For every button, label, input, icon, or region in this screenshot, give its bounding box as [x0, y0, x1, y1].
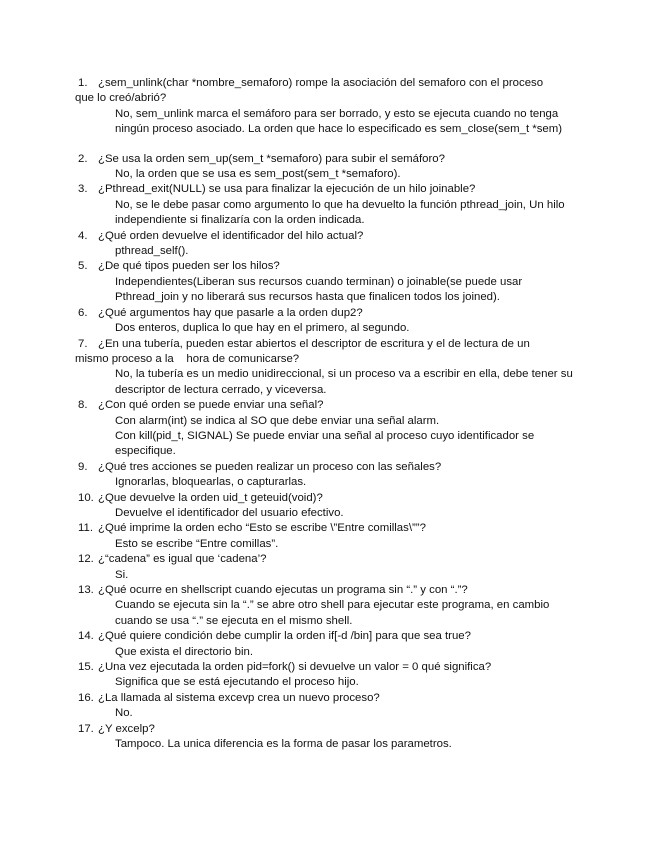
question-item: [78, 182, 618, 228]
question-text: ¿En una tubería, pueden estar abiertos el descriptor de escritura y el de lectura de un: [98, 337, 530, 350]
answer-text: Si.: [115, 568, 129, 581]
answer-text: No.: [115, 707, 133, 720]
answer-text: No, la orden que se usa es sem_post(sem_t *semaforo).: [115, 168, 401, 181]
answer-text: Tampoco. La unica diferencia es la forma de pasar los parametros.: [115, 738, 452, 751]
question-number: 1.: [78, 77, 88, 89]
answer: [115, 367, 585, 398]
spacer: [78, 138, 618, 152]
question: [78, 552, 618, 567]
question-number: 11.: [78, 522, 93, 535]
question-text: ¿Se usa la orden sem_up(sem_t *semaforo) para subir el semáforo?: [98, 152, 445, 165]
question: [75, 337, 618, 368]
question-text: ¿Pthread_exit(NULL) se usa para finalizar la ejecución de un hilo joinable?: [98, 183, 476, 196]
question: [78, 660, 618, 675]
answer: [115, 167, 585, 182]
answer: [115, 244, 585, 259]
question-text: ¿Una vez ejecutada la orden pid=fork() si devuelve un valor = 0 qué significa?: [98, 661, 492, 674]
question-text: ¿Qué imprime la orden echo “Esto se escribe \”Entre comillas\””?: [98, 522, 426, 535]
answer: [115, 706, 585, 721]
question-number: 16.: [78, 691, 94, 704]
question: [78, 691, 618, 706]
question: [78, 521, 618, 536]
answer: [115, 537, 585, 552]
question-list: [75, 76, 618, 752]
question-item: [78, 398, 618, 460]
question-number: 10.: [78, 491, 94, 504]
question: [78, 491, 618, 506]
question-item: [78, 229, 618, 260]
question: [78, 722, 618, 737]
answer: [115, 321, 585, 336]
question-item: [75, 337, 618, 399]
question-number: 8.: [78, 399, 88, 412]
question: [78, 182, 618, 197]
answer-text: Independientes(Liberan sus recursos cuando terminan) o joinable(se puede usar Pthread_join y no liberará sus recursos hasta que finalicen todos los joined).: [115, 275, 523, 304]
question-text: ¿Qué ocurre en shellscript cuando ejecutas un programa sin “.” y con “.”?: [98, 584, 468, 596]
question: [78, 152, 618, 167]
question-text: ¿Qué tres acciones se pueden realizar un proceso con las señales?: [98, 460, 442, 473]
question-number: 4.: [78, 229, 88, 242]
answer: [115, 475, 585, 490]
question-item: [78, 259, 618, 305]
answer: [115, 675, 585, 690]
answer: [115, 198, 585, 229]
answer: [115, 568, 585, 583]
question: [78, 229, 618, 244]
answer-text: Devuelve el identificador del usuario efectivo.: [115, 506, 344, 519]
question-text-continuation: que lo creó/abrió?: [75, 92, 167, 105]
question-item: [78, 460, 618, 491]
question-text: ¿Qué quiere condición debe cumplir la orden if[-d /bin] para que sea true?: [98, 630, 471, 643]
question: [78, 259, 618, 274]
answer: [115, 737, 585, 752]
answer: [115, 275, 585, 306]
question-item: [78, 629, 618, 660]
answer-text: No, la tubería es un medio unidireccional, si un proceso va a escribir en ella, debe tener su descriptor de lectura cerrado, y viceversa.: [115, 368, 573, 396]
answer: [115, 107, 585, 138]
answer-text: Con alarm(int) se indica al SO que debe enviar una señal alarm.: [115, 414, 440, 427]
question: [78, 629, 618, 644]
question-item: [75, 76, 618, 152]
question: [78, 583, 618, 598]
question-text: ¿Que devuelve la orden uid_t geteuid(void)?: [98, 491, 323, 504]
question-number: 3.: [78, 183, 88, 196]
answer-text: Significa que se está ejecutando el proceso hijo.: [115, 676, 359, 689]
question-text: ¿Qué argumentos hay que pasarle a la orden dup2?: [98, 306, 363, 319]
answer: [115, 414, 585, 460]
answer: [115, 645, 585, 660]
question: [78, 398, 618, 413]
question-number: 12.: [78, 553, 94, 566]
question-item: [78, 583, 618, 629]
answer-text: No, sem_unlink marca el semáforo para ser borrado, y esto se ejecuta cuando no tenga ningún proceso asociado. La orden que hace lo especificado es sem_close(sem_t *sem): [115, 107, 563, 136]
question: [78, 306, 618, 321]
question-item: [78, 491, 618, 522]
question-number: 13.: [78, 584, 94, 596]
question-number: 14.: [78, 630, 94, 643]
question: [75, 76, 618, 107]
question-text: ¿Qué orden devuelve el identificador del hilo actual?: [98, 229, 364, 242]
answer-text: Que exista el directorio bin.: [115, 645, 254, 658]
answer: [115, 598, 585, 629]
question-text: ¿De qué tipos pueden ser los hilos?: [98, 260, 280, 273]
question-text: ¿“cadena” es igual que ‘cadena’?: [98, 553, 267, 566]
answer: [115, 506, 585, 521]
question-text: ¿Con qué orden se puede enviar una señal?: [98, 399, 324, 412]
question-number: 9.: [78, 460, 88, 473]
question-text: ¿Y excelp?: [98, 722, 155, 735]
question-item: [78, 306, 618, 337]
question-item: [78, 552, 618, 583]
question-text-continuation: mismo proceso a la hora de comunicarse?: [75, 352, 300, 365]
answer-text: No, se le debe pasar como argumento lo que ha devuelto la función pthread_join, Un hilo independiente si finalizaría con la orden indicada.: [115, 198, 565, 227]
question-text: ¿sem_unlink(char *nombre_semaforo) rompe la asociación del semaforo con el proceso: [98, 77, 544, 89]
question-number: 15.: [78, 661, 94, 674]
question-item: [78, 660, 618, 691]
question-number: 17.: [78, 722, 94, 735]
answer-text: Ignorarlas, bloquearlas, o capturarlas.: [115, 476, 307, 489]
question-item: [78, 722, 618, 753]
question-item: [78, 691, 618, 722]
question-number: 2.: [78, 152, 88, 165]
question-item: [78, 521, 618, 552]
answer-text: Con kill(pid_t, SIGNAL) Se puede enviar una señal al proceso cuyo identificador se especifique.: [115, 429, 535, 458]
answer-text: pthread_self().: [115, 245, 189, 258]
question-text: ¿La llamada al sistema excevp crea un nuevo proceso?: [98, 691, 380, 704]
answer-text: Dos enteros, duplica lo que hay en el primero, al segundo.: [115, 322, 410, 335]
answer-text: Esto se escribe “Entre comillas”.: [115, 537, 279, 550]
question-number: 5.: [78, 260, 88, 273]
question-item: [78, 152, 618, 183]
question: [78, 460, 618, 475]
question-number: 6.: [78, 306, 88, 319]
answer-text: Cuando se ejecuta sin la “.” se abre otro shell para ejecutar este programa, en cambio cuando se usa “.” se ejecuta en el mismo shell.: [115, 599, 550, 627]
question-number: 7.: [78, 337, 88, 350]
